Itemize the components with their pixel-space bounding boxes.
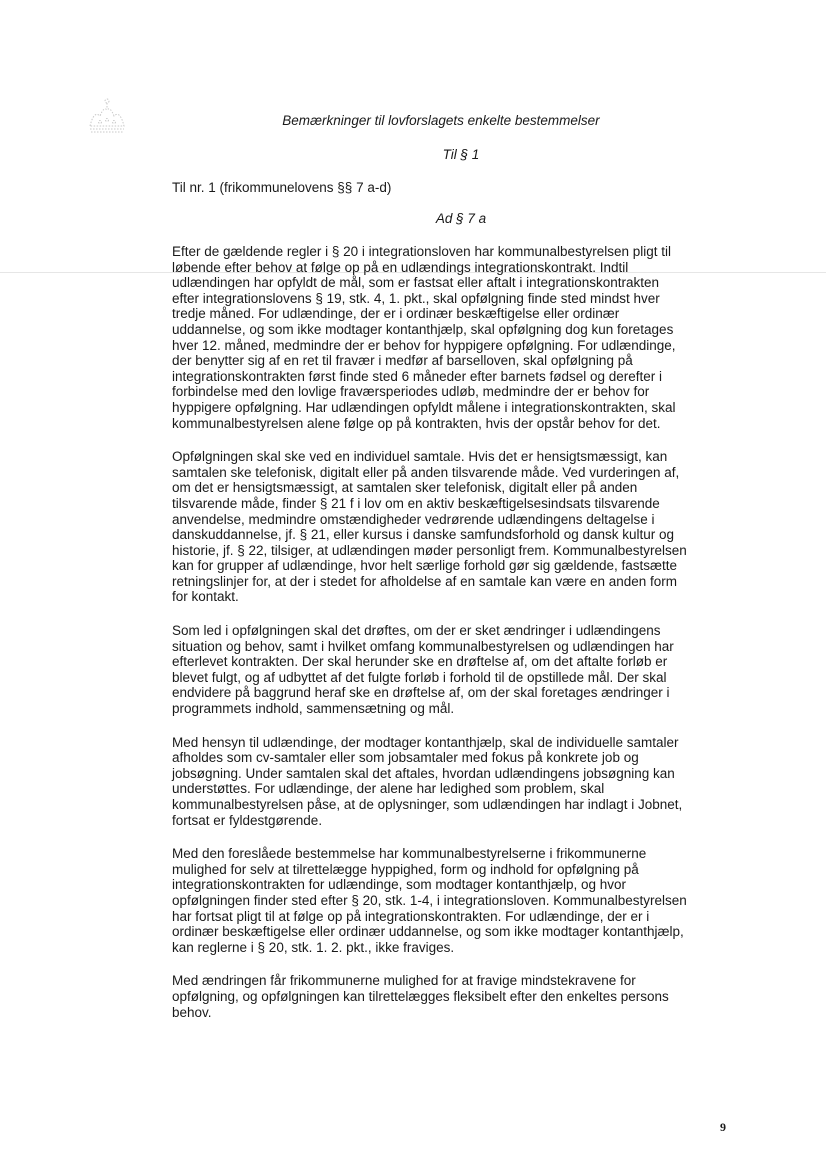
body-text (172, 244, 732, 1038)
sub-section-title: Ad § 7 a (435, 211, 487, 226)
document-header-title: Bemærkninger til lovforslagets enkelte bestemmelser (282, 113, 600, 128)
section-title: Til § 1 (442, 147, 480, 162)
paragraph-2: Opfølgningen skal ske ved en individuel samtale. Hvis det er hensigtsmæssigt, kan samtalen ske telefonisk, digitalt eller på anden tilsvarende måde. Ved vurderingen af, om det er hensigtsmæssigt, at samtalen sker telefonisk, digitalt eller på anden tilsvarende måde, finder § 21 f i lov om en aktiv beskæftigelsesindsats tilsvarende anvendelse, medmindre omstændigheder vedrørende udlændingens deltagelse i danskuddannelse, jf. § 21, eller kursus i danske samfundsforhold og dansk kultur og historie, jf. § 22, tilsiger, at udlændingen møder personligt frem. Kommunalbestyrelsen kan for grupper af udlændinge, hvor helt særlige forhold gør sig gældende, fastsætte retningslinjer for, at der i stedet for afholdelse af en samtale kan være en anden form for kontakt. (172, 449, 687, 605)
paragraph-3: Som led i opfølgningen skal det drøftes, om der er sket ændringer i udlændingens situation og behov, samt i hvilket omfang kommunalbestyrelsen og udlændingen har efterlevet kontrakten. Der skal herunder ske en drøftelse af, om det aftalte forløb er blevet fulgt, og af udbyttet af det fulgte forløb i forhold til de opstillede mål. Der skal endvidere på baggrund heraf ske en drøftelse af, om der skal foretages ændringer i programmets indhold, sammensætning og mål. (172, 623, 674, 717)
paragraph-4: Med hensyn til udlændinge, der modtager kontanthjælp, skal de individuelle samtaler afholdes som cv-samtaler eller som jobsamtaler med fokus på konkrete job og jobsøgning. Under samtalen skal det aftales, hvordan udlændingens jobsøgning kan understøttes. For udlændinge, der alene har ledighed som problem, skal kommunalbestyrelsen påse, at de oplysninger, som udlændingen har indlagt i Jobnet, fortsat er fyldestgørende. (172, 734, 683, 828)
item-reference: Til nr. 1 (frikommunelovens §§ 7 a-d) (172, 180, 392, 195)
paragraph-5: Med den foreslåede bestemmelse har kommunalbestyrelserne i frikommunerne mulighed for selv at tilrettelægge hyppighed, form og indhold for opfølgning på integrationskontrakten for udlændinge, som modtager kontanthjælp, og hvor opfølgningen finder sted efter § 20, stk. 1-4, i integrationsloven. Kommunalbestyrelsen har fortsat pligt til at følge op på integrationskontrakten. For udlændinge, der er i ordinær beskæftigelse eller ordinær uddannelse, og som ikke modtager kontanthjælp, kan reglerne i § 20, stk. 1. 2. pkt., ikke fraviges. (172, 846, 687, 955)
page-number: 9 (720, 1120, 726, 1134)
paragraph-6: Med ændringen får frikommunerne mulighed for at fravige mindstekravene for opfølgning, og opfølgningen kan tilrettelægges fleksibelt efter den enkeltes persons behov. (172, 973, 669, 1020)
paragraph-1: Efter de gældende regler i § 20 i integrationsloven har kommunalbestyrelsen pligt til løbende efter behov at følge op på en udlændings integrationskontrakt. Indtil udlændingen har opfyldt de mål, som er fastsat eller aftalt i integrationskontrakten efter integrationslovens § 19, stk. 4, 1. pkt., skal opfølgning finde sted mindst hver tredje måned. For udlændinge, der er i ordinær beskæftigelse eller ordinær uddannelse, og som ikke modtager kontanthjælp, skal opfølgning dog kun foretages hver 12. måned, medmindre der er behov for hyppigere opfølgning. For udlændinge, der benytter sig af en ret til fravær i medfør af barselloven, skal opfølgning på integrationskontrakten først finde sted 6 måneder efter barnets fødsel og derefter i forbindelse med den lovlige fraværsperiodes udløb, medmindre der er behov for hyppigere opfølgning. Har udlændingen opfyldt målene i integrationskontrakten, skal kommunalbestyrelsen alene følge op på kontrakten, hvis der opstår behov for det. (172, 244, 676, 431)
